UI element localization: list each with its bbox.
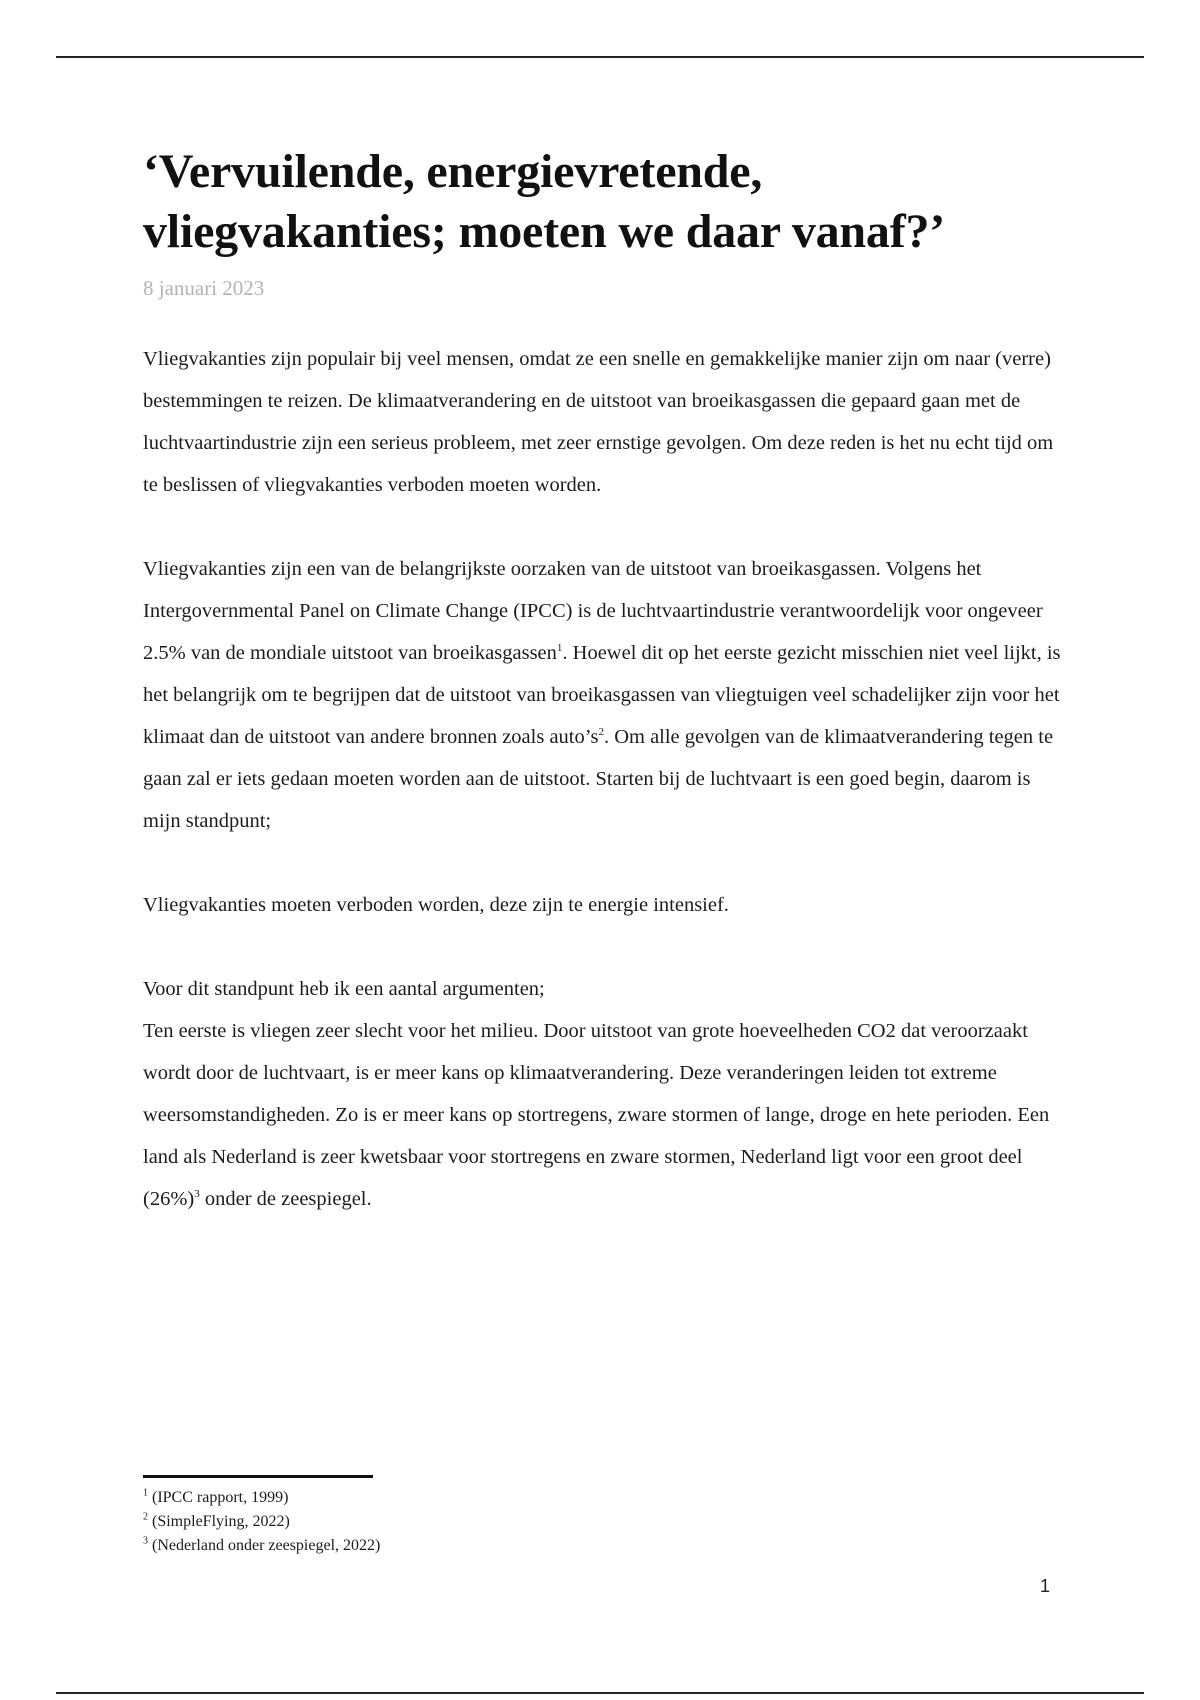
footnote-ref-3[interactable]: 3 [194,1188,200,1201]
paragraph-context-part-2: . Hoewel dit op het eerste gezicht misschien niet veel lijkt, is het belangrijk om te begrijpen dat de uitstoot van broeikasgassen van vliegtuigen veel schadelijker zijn voor het klimaat dan de uitstoot van andere bronnen zoals auto’s [143,642,1061,748]
footnote-number: 2 [143,1511,148,1523]
footnote-number: 1 [143,1487,148,1499]
footnote-text: (Nederland onder zeespiegel, 2022) [148,1537,381,1554]
footnote-ref-2[interactable]: 2 [598,726,604,739]
footnote-text: (IPCC rapport, 1999) [148,1489,289,1506]
footnote-2 [143,1510,743,1534]
paragraph-arguments-intro: Voor dit standpunt heb ik een aantal argumenten; [143,978,545,1000]
paragraph-context [143,548,1063,842]
page-number: 1 [1040,1576,1051,1596]
publication-date: 8 januari 2023 [143,276,265,300]
paragraph-standpoint: Vliegvakanties moeten verboden worden, deze zijn te energie intensief. [143,894,729,916]
paragraph-context-part-3: . Om alle gevolgen van de klimaatverandering tegen te gaan zal er iets gedaan moeten worden aan de uitstoot. Starten bij de luchtvaart is een goed begin, daarom is mijn standpunt; [143,726,1054,832]
page-title: ‘Vervuilende, energievretende, vliegvakanties; moeten we daar vanaf?’ [143,145,946,258]
footer-rule [56,1692,1144,1694]
article-text [143,338,1063,1220]
footnotes [143,1475,743,1558]
paragraph-intro: Vliegvakanties zijn populair bij veel mensen, omdat ze een snelle en gemakkelijke manier zijn om naar (verre) bestemmingen te reizen. De klimaatverandering en de uitstoot van broeikasgassen die gepaard gaan met de luchtvaartindustrie zijn een serieus probleem, met zeer ernstige gevolgen. Om deze reden is het nu echt tijd om te beslissen of vliegvakanties verboden moeten worden. [143,348,1054,496]
footnote-ref-1[interactable]: 1 [556,642,563,655]
paragraph-argument-1-part-1: Ten eerste is vliegen zeer slecht voor het milieu. Door uitstoot van grote hoeveelheden CO2 dat veroorzaakt wordt door de luchtvaart, is er meer kans op klimaatverandering. Deze veranderingen leiden tot extreme weersomstandigheden. Zo is er meer kans op stortregens, zware stormen of lange, droge en hete perioden. Een land als Nederland is zeer kwetsbaar voor stortregens en zware stormen, Nederland ligt voor een groot deel (26%) [143,1020,1050,1210]
header-rule [56,56,1144,58]
footnote-text: (SimpleFlying, 2022) [148,1513,290,1530]
paragraph-argument-1 [143,1010,1063,1220]
footnote-1 [143,1486,743,1510]
document-body [143,142,1063,1262]
footnote-separator [143,1475,373,1478]
footnote-number: 3 [143,1535,148,1547]
footnote-3 [143,1534,743,1558]
paragraph-argument-1-part-2: onder de zeespiegel. [199,1188,372,1210]
paragraph-context-part-1: Vliegvakanties zijn een van de belangrijkste oorzaken van de uitstoot van broeikasgassen. Volgens het Intergovernmental Panel on Climate Change (IPCC) is de luchtvaartindustrie verantwoordelijk voor ongeveer 2.5% van de mondiale uitstoot van broeikasgassen [143,558,1043,664]
